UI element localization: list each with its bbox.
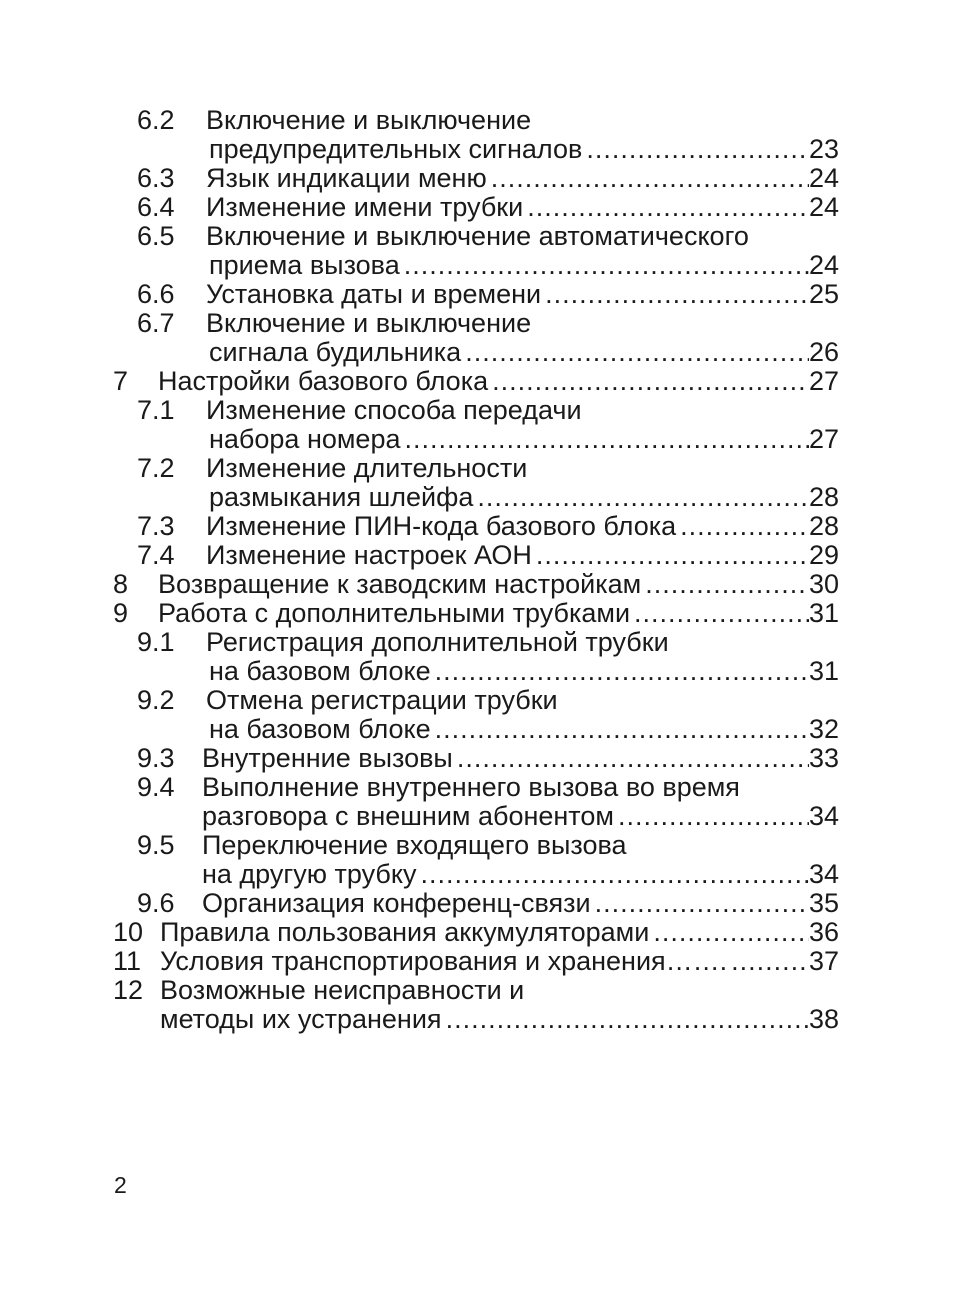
dot-leader: [457, 744, 809, 773]
toc-page: 27: [808, 366, 839, 396]
toc-page: 26: [808, 337, 839, 367]
dot-leader: [491, 164, 809, 193]
toc-title: Изменение настроек АОН: [206, 540, 532, 570]
toc-title: методы их устранения: [160, 1004, 442, 1034]
toc-number: 6.2: [137, 105, 175, 135]
toc-number: 7.4: [137, 540, 175, 570]
toc-number: 6.7: [137, 308, 175, 338]
toc-title: Регистрация дополнительной трубки: [206, 627, 669, 657]
toc-page: 23: [808, 134, 839, 164]
dot-leader: [446, 1005, 809, 1034]
toc-page: 36: [808, 917, 839, 947]
toc-line: [209, 135, 839, 164]
toc-number: 9.6: [137, 888, 175, 918]
toc-entry-7-3: [0, 512, 954, 541]
toc-entry-9-2-cont: [0, 715, 954, 744]
toc-line: [209, 425, 839, 454]
toc-number: 9.4: [137, 772, 175, 802]
toc-entry-7-2-cont: [0, 483, 954, 512]
toc-number: 7.2: [137, 453, 175, 483]
toc-page: 31: [808, 656, 839, 686]
toc-entry-11: [0, 947, 954, 976]
toc-entry-9-1-cont: [0, 657, 954, 686]
toc-page: 34: [808, 859, 839, 889]
toc-line: [206, 193, 839, 222]
dot-leader: [492, 367, 809, 396]
toc-entry-7-1-cont: [0, 425, 954, 454]
toc-page: 28: [808, 511, 839, 541]
toc-line: [209, 657, 839, 686]
dot-leader: [595, 889, 809, 918]
dot-leader: [435, 657, 809, 686]
toc-entry-9-2: [0, 686, 954, 715]
toc-number: 9.2: [137, 685, 175, 715]
toc-entry-9-6: [0, 889, 954, 918]
dot-leader: [465, 338, 809, 367]
toc-line: [202, 860, 839, 889]
toc-entry-6-4: [0, 193, 954, 222]
toc-number: 6.5: [137, 221, 175, 251]
table-of-contents: [0, 106, 954, 1034]
dot-leader: [545, 280, 809, 309]
toc-entry-6-7-cont: [0, 338, 954, 367]
toc-line: [202, 802, 839, 831]
toc-entry-6-3: [0, 164, 954, 193]
toc-line: [158, 599, 839, 628]
toc-page: 31: [808, 598, 839, 628]
toc-title: на базовом блоке: [209, 656, 431, 686]
toc-page: 32: [808, 714, 839, 744]
toc-page: 29: [808, 540, 839, 570]
toc-page: 37: [808, 946, 839, 976]
toc-number: 9.1: [137, 627, 175, 657]
toc-title: Переключение входящего вызова: [202, 830, 627, 860]
dot-leader: [404, 425, 808, 454]
toc-line: [160, 1005, 839, 1034]
toc-title: разговора с внешним абонентом: [202, 801, 614, 831]
toc-line: [206, 512, 839, 541]
toc-page: 24: [808, 163, 839, 193]
toc-page: 30: [808, 569, 839, 599]
dot-leader: [653, 918, 809, 947]
toc-title: Включение и выключение: [206, 105, 532, 135]
toc-entry-10: [0, 918, 954, 947]
toc-entry-7: [0, 367, 954, 396]
toc-entry-9-4-cont: [0, 802, 954, 831]
toc-page: 28: [808, 482, 839, 512]
toc-line: [206, 541, 839, 570]
toc-entry-9: [0, 599, 954, 628]
toc-entry-7-1: [0, 396, 954, 425]
dot-leader: [404, 251, 809, 280]
toc-title: Работа с дополнительными трубками: [158, 598, 631, 628]
dot-leader: [586, 135, 809, 164]
toc-number: 6.3: [137, 163, 175, 193]
toc-title: набора номера: [209, 424, 401, 454]
toc-entry-6-5-cont: [0, 251, 954, 280]
dot-leader: [527, 193, 809, 222]
toc-title: Отмена регистрации трубки: [206, 685, 558, 715]
dot-leader: [618, 802, 809, 831]
toc-title: на другую трубку: [202, 859, 417, 889]
dot-leader: [477, 483, 809, 512]
toc-title: размыкания шлейфа: [209, 482, 474, 512]
toc-line: [202, 744, 839, 773]
toc-line: [206, 280, 839, 309]
toc-entry-6-6: [0, 280, 954, 309]
toc-line: [206, 164, 839, 193]
toc-line: [209, 251, 839, 280]
toc-page: 33: [808, 743, 839, 773]
toc-number: 8: [113, 569, 129, 599]
toc-title: Условия транспортирования и хранения…….: [160, 946, 728, 976]
toc-entry-6-2: [0, 106, 954, 135]
toc-number: 11: [113, 946, 142, 976]
toc-page: 25: [808, 279, 839, 309]
dot-leader: [645, 570, 809, 599]
toc-entry-8: [0, 570, 954, 599]
toc-page: 27: [808, 424, 839, 454]
toc-entry-6-7: [0, 309, 954, 338]
dot-leader: [420, 860, 808, 889]
toc-title: сигнала будильника: [209, 337, 462, 367]
toc-entry-9-4: [0, 773, 954, 802]
toc-title: Включение и выключение: [206, 308, 532, 338]
toc-number: 6.4: [137, 192, 175, 222]
toc-page: 34: [808, 801, 839, 831]
toc-entry-12: [0, 976, 954, 1005]
toc-entry-9-1: [0, 628, 954, 657]
toc-title: Настройки базового блока: [158, 366, 489, 396]
toc-page: 24: [808, 192, 839, 222]
toc-title: Изменение способа передачи: [206, 395, 582, 425]
toc-number: 6.6: [137, 279, 175, 309]
toc-entry-12-cont: [0, 1005, 954, 1034]
toc-number: 7.1: [137, 395, 175, 425]
page-number: 2: [114, 1172, 127, 1198]
toc-entry-6-5: [0, 222, 954, 251]
toc-title: Изменение длительности: [206, 453, 528, 483]
toc-title: приема вызова: [209, 250, 400, 280]
toc-title: Возможные неисправности и: [160, 975, 525, 1005]
toc-line: [160, 947, 839, 976]
toc-number: 10: [113, 917, 144, 947]
toc-line: [158, 570, 839, 599]
toc-title: Изменение ПИН-кода базового блока: [206, 511, 677, 541]
toc-number: 9.3: [137, 743, 175, 773]
dot-leader: [731, 947, 809, 976]
toc-line: [209, 483, 839, 512]
dot-leader: [634, 599, 809, 628]
toc-line: [209, 338, 839, 367]
toc-line: [160, 918, 839, 947]
toc-title: Установка даты и времени: [206, 279, 542, 309]
toc-line: [202, 889, 839, 918]
toc-title: Внутренние вызовы: [202, 743, 453, 773]
dot-leader: [680, 512, 809, 541]
toc-title: Организация конференц-связи: [202, 888, 591, 918]
toc-entry-6-2-cont: [0, 135, 954, 164]
toc-title: на базовом блоке: [209, 714, 431, 744]
toc-entry-7-4: [0, 541, 954, 570]
toc-page: 38: [808, 1004, 839, 1034]
toc-title: Правила пользования аккумуляторами: [160, 917, 650, 947]
toc-title: Включение и выключение автоматического: [206, 221, 749, 251]
toc-title: Выполнение внутреннего вызова во время: [202, 772, 740, 802]
toc-title: Язык индикации меню: [206, 163, 487, 193]
toc-line: [158, 367, 839, 396]
toc-page: 24: [808, 250, 839, 280]
toc-entry-7-2: [0, 454, 954, 483]
toc-number: 9: [113, 598, 129, 628]
dot-leader: [536, 541, 809, 570]
dot-leader: [435, 715, 809, 744]
toc-entry-9-5-cont: [0, 860, 954, 889]
toc-number: 7: [113, 366, 129, 396]
toc-line: [209, 715, 839, 744]
toc-title: Изменение имени трубки: [206, 192, 524, 222]
toc-page: 35: [808, 888, 839, 918]
toc-entry-9-5: [0, 831, 954, 860]
toc-number: 7.3: [137, 511, 175, 541]
toc-title: предупредительных сигналов: [209, 134, 583, 164]
toc-entry-9-3: [0, 744, 954, 773]
toc-number: 9.5: [137, 830, 175, 860]
toc-number: 12: [113, 975, 144, 1005]
toc-title: Возвращение к заводским настройкам: [158, 569, 642, 599]
